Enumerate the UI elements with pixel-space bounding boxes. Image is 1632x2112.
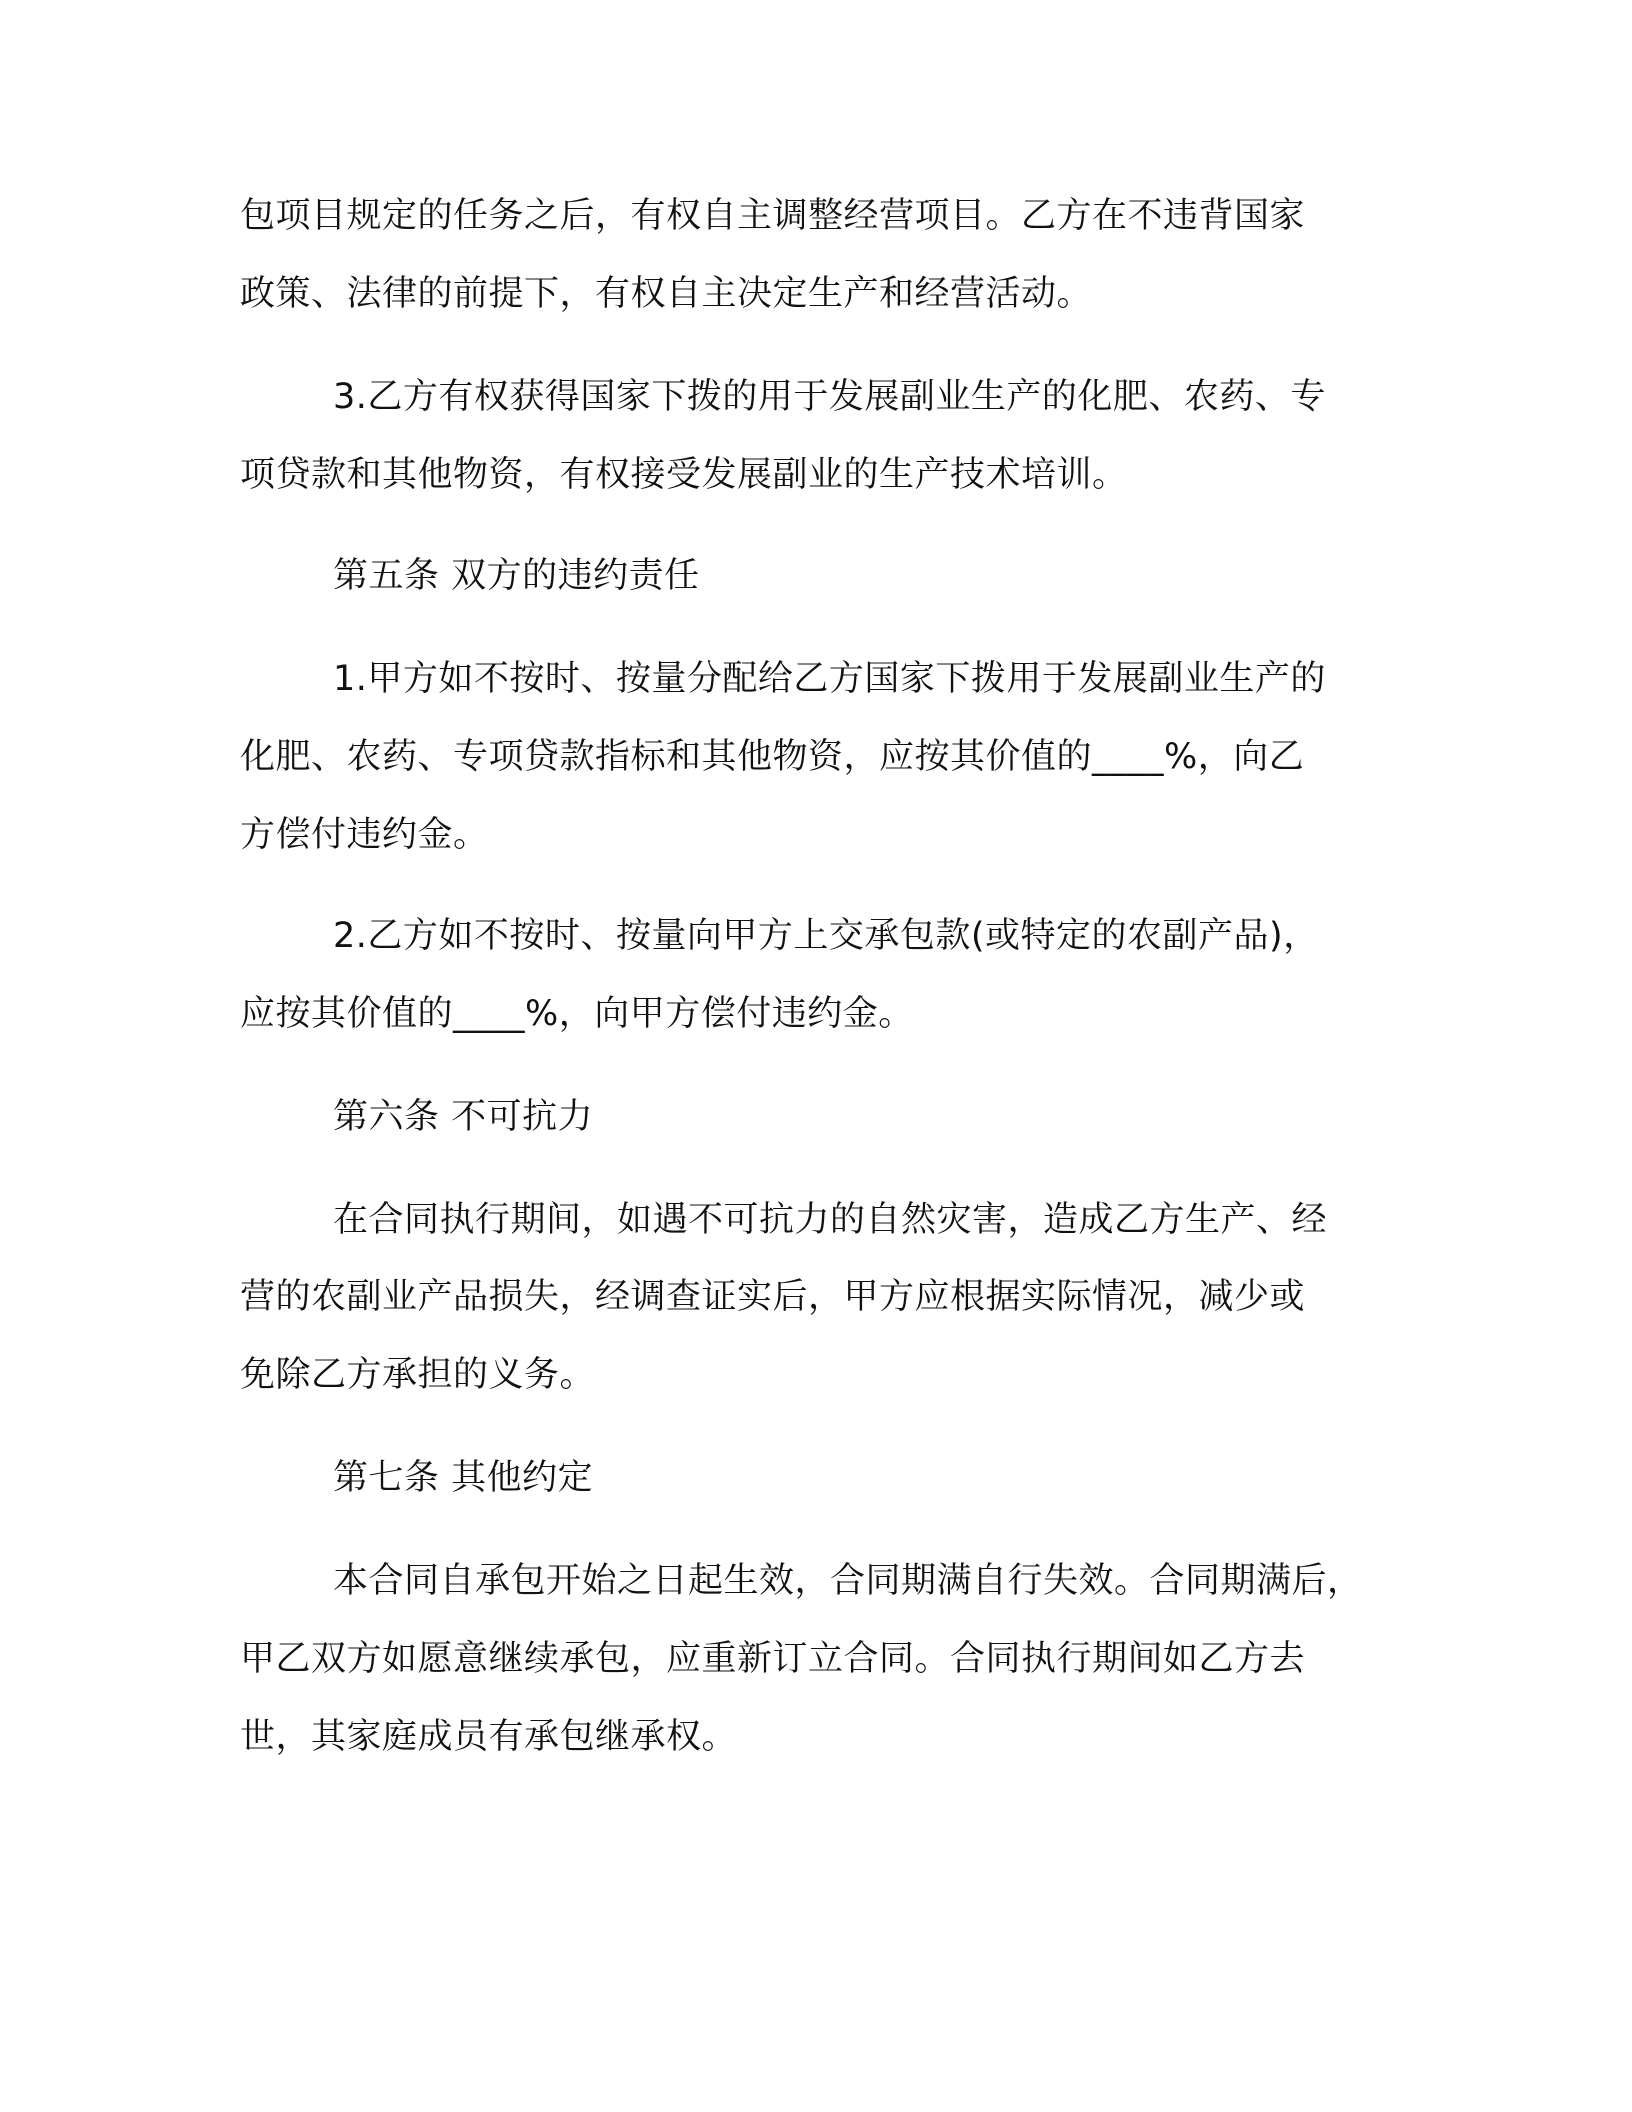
section-heading: 第六条 不可抗力 (333, 1097, 594, 1137)
text-line: 化肥、农药、专项贷款指标和其他物资，应按其价值的____%，向乙 (240, 737, 1305, 777)
text-line: 1.甲方如不按时、按量分配给乙方国家下拨用于发展副业生产的 (333, 659, 1326, 699)
text-line: 政策、法律的前提下，有权自主决定生产和经营活动。 (240, 274, 1093, 314)
text-line: 甲乙双方如愿意继续承包，应重新订立合同。合同执行期间如乙方去 (240, 1639, 1306, 1679)
text-line: 营的农副业产品损失，经调查证实后，甲方应根据实际情况，减少或 (240, 1277, 1306, 1317)
text-line: 3.乙方有权获得国家下拨的用于发展副业生产的化肥、农药、专 (333, 377, 1326, 417)
text-line: 本合同自承包开始之日起生效，合同期满自行失效。合同期满后， (333, 1561, 1363, 1601)
text-line: 方偿付违约金。 (240, 815, 489, 855)
text-line: 2.乙方如不按时、按量向甲方上交承包款(或特定的农副产品)， (333, 916, 1319, 956)
text-line: 在合同执行期间，如遇不可抗力的自然灾害，造成乙方生产、经 (333, 1200, 1328, 1240)
section-heading: 第七条 其他约定 (333, 1458, 594, 1498)
text-line: 应按其价值的____%，向甲方偿付违约金。 (240, 994, 914, 1034)
text-line: 包项目规定的任务之后，有权自主调整经营项目。乙方在不违背国家 (240, 196, 1306, 236)
text-line: 世，其家庭成员有承包继承权。 (240, 1717, 738, 1757)
text-line: 项贷款和其他物资，有权接受发展副业的生产技术培训。 (240, 455, 1128, 495)
text-line: 免除乙方承担的义务。 (240, 1355, 596, 1395)
section-heading: 第五条 双方的违约责任 (333, 556, 700, 596)
